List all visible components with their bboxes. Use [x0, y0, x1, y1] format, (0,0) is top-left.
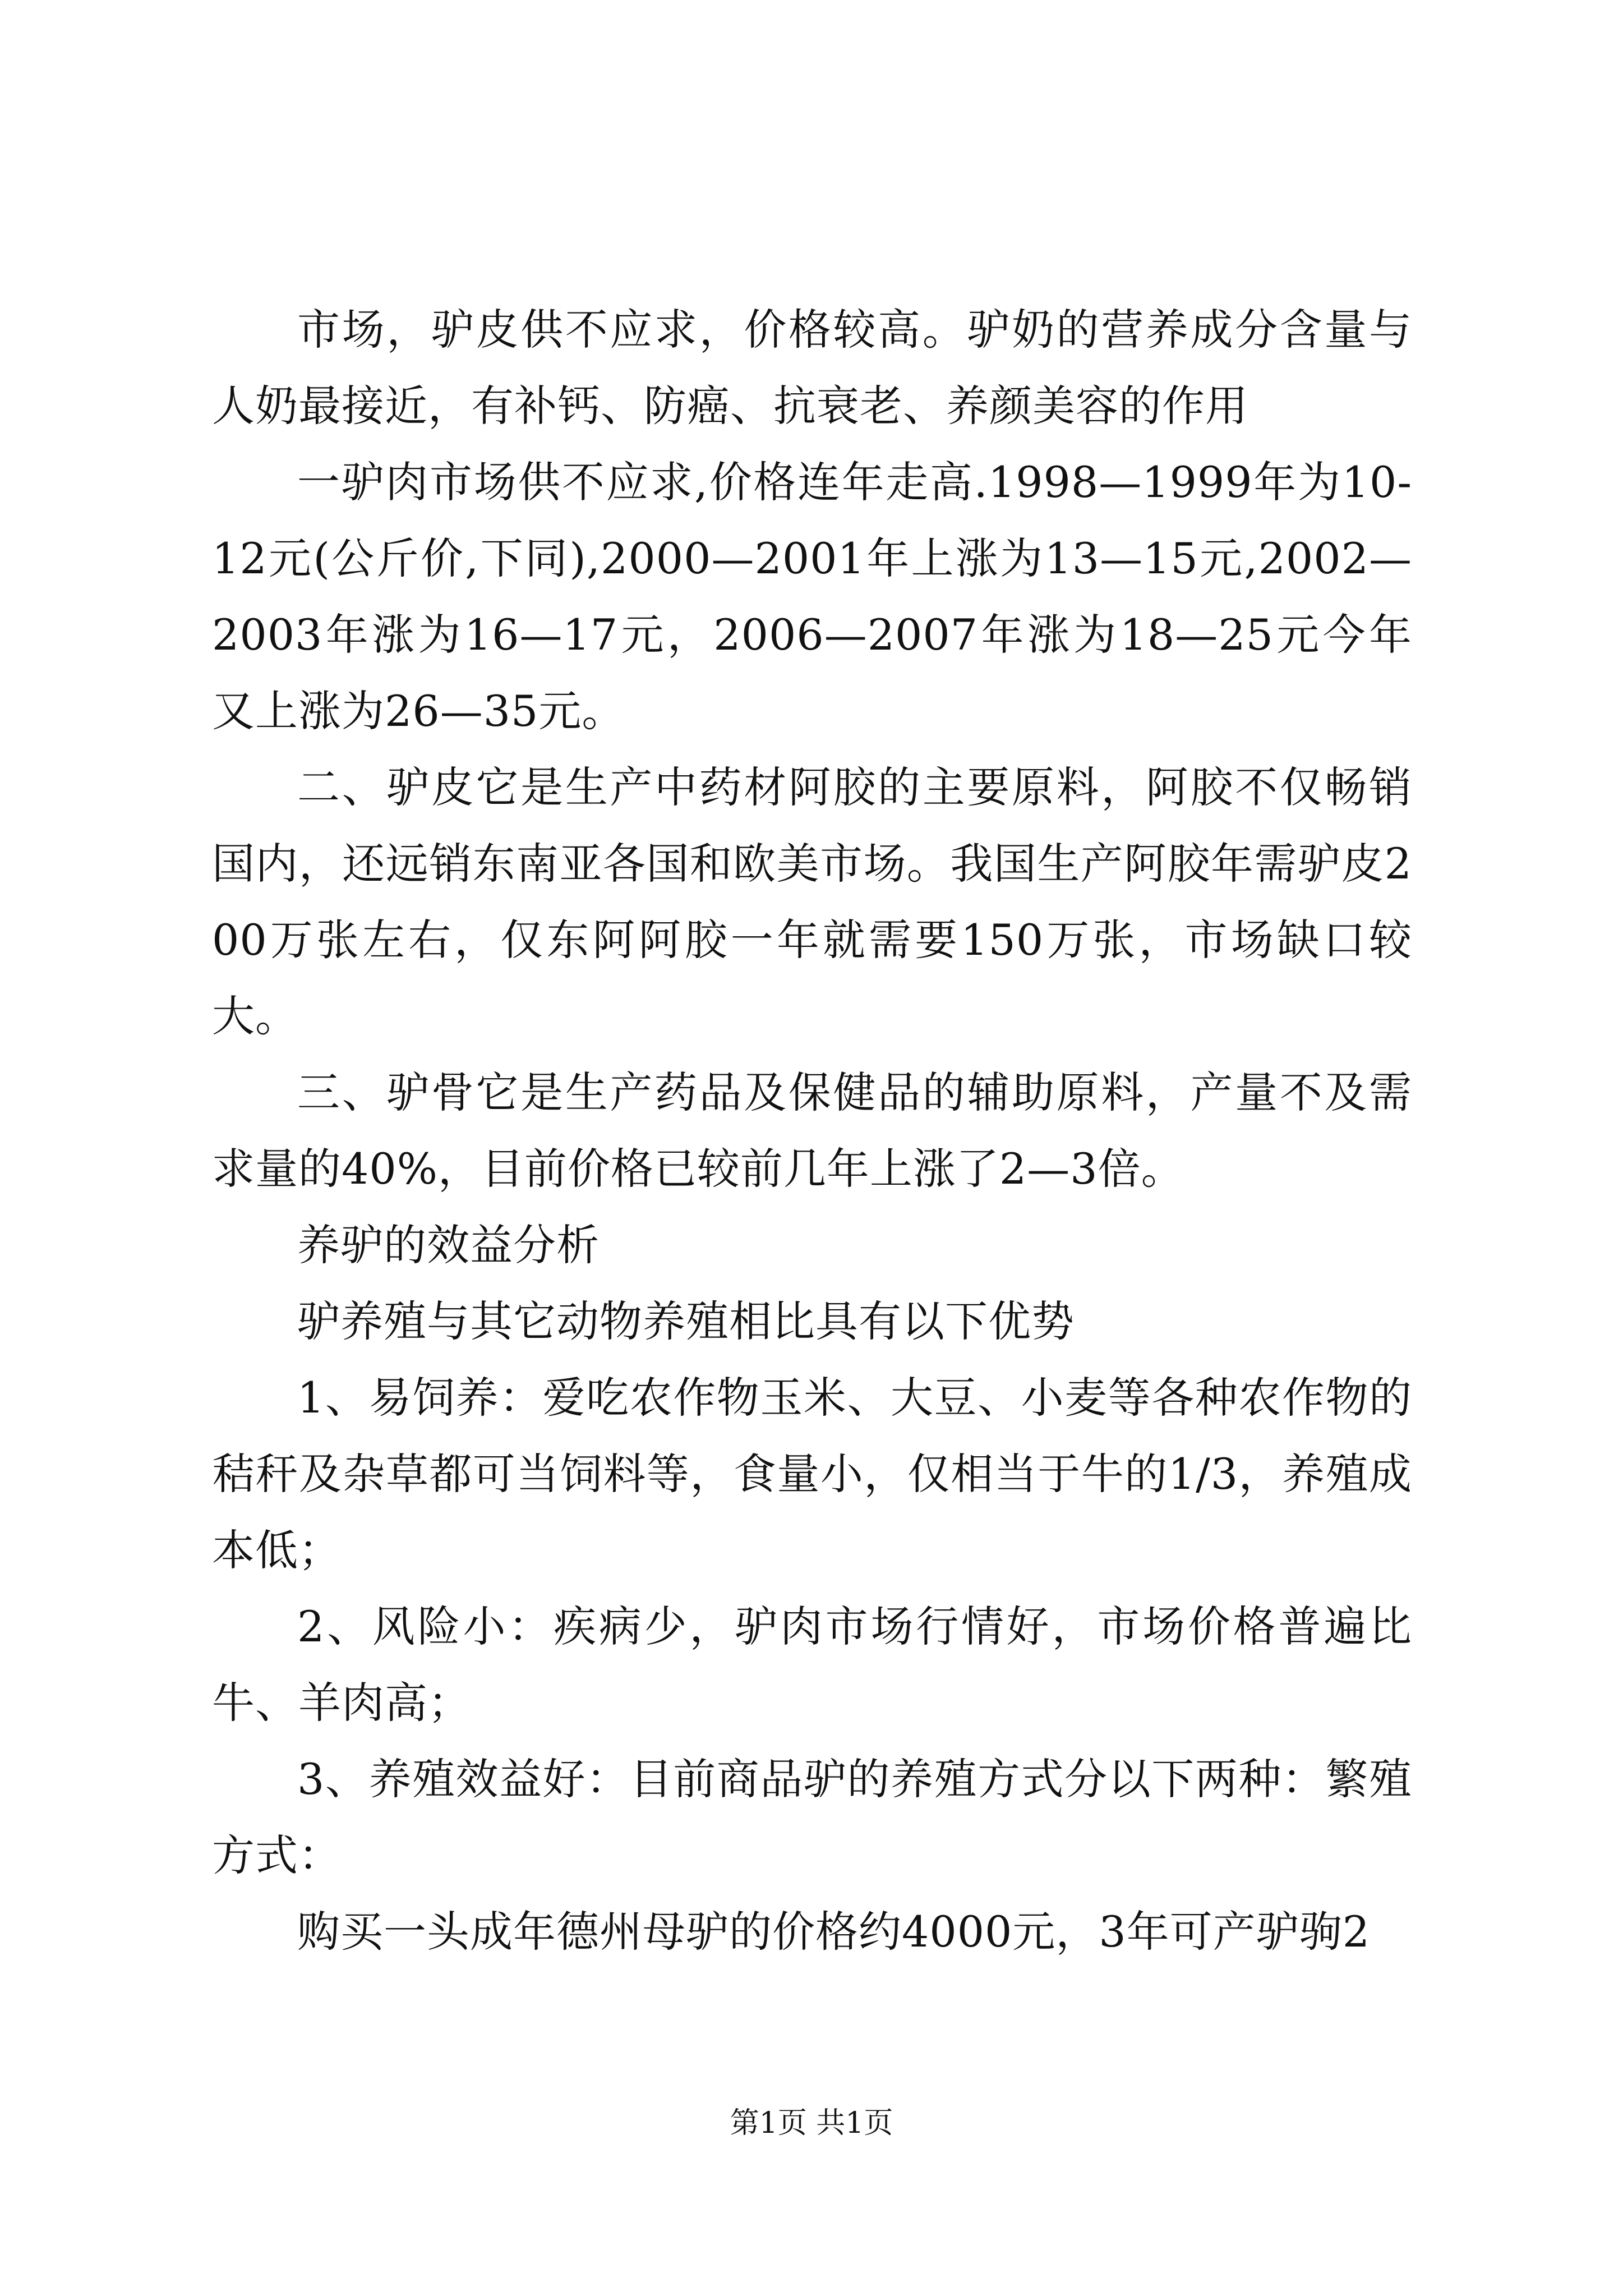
paragraph-breeding-cost: 购买一头成年德州母驴的价格约4000元，3年可产驴驹2	[297, 1907, 1371, 1957]
paragraph-donkey-hide: 二、驴皮它是生产中药材阿胶的主要原料，阿胶不仅畅销国内，还远销东南亚各国和欧美市场。我国生产阿胶年需驴皮200万张左右，仅东阿阿胶一年就需要150万张，市场缺口较大。	[212, 762, 1412, 1041]
paragraph-advantages-intro: 驴养殖与其它动物养殖相比具有以下优势	[297, 1296, 1075, 1346]
section-heading-benefit-analysis: 养驴的效益分析	[297, 1220, 600, 1270]
page-footer: 第1页 共1页	[730, 2106, 893, 2140]
list-item-low-risk: 2、风险小：疾病少，驴肉市场行情好，市场价格普遍比牛、羊肉高；	[212, 1602, 1412, 1728]
list-item-good-returns: 3、养殖效益好：目前商品驴的养殖方式分以下两种：繁殖方式：	[212, 1754, 1412, 1880]
document-body	[212, 292, 1412, 1970]
paragraph-donkey-bone: 三、驴骨它是生产药品及保健品的辅助原料，产量不及需求量的40%，目前价格已较前几年上涨了2—3倍。	[212, 1068, 1412, 1194]
paragraph-market-overview: 市场，驴皮供不应求，价格较高。驴奶的营养成分含量与人奶最接近，有补钙、防癌、抗衰老、养颜美容的作用	[212, 305, 1412, 431]
paragraph-donkey-meat: 一驴肉市场供不应求,价格连年走高.1998—1999年为10-12元(公斤价,下同),2000—2001年上涨为13—15元,2002—2003年涨为16—17元，2006—2007年涨为18—25元今年又上涨为26—35元。	[212, 457, 1412, 736]
list-item-easy-feeding: 1、易饲养：爱吃农作物玉米、大豆、小麦等各种农作物的秸秆及杂草都可当饲料等，食量小，仅相当于牛的1/3，养殖成本低；	[212, 1373, 1412, 1575]
